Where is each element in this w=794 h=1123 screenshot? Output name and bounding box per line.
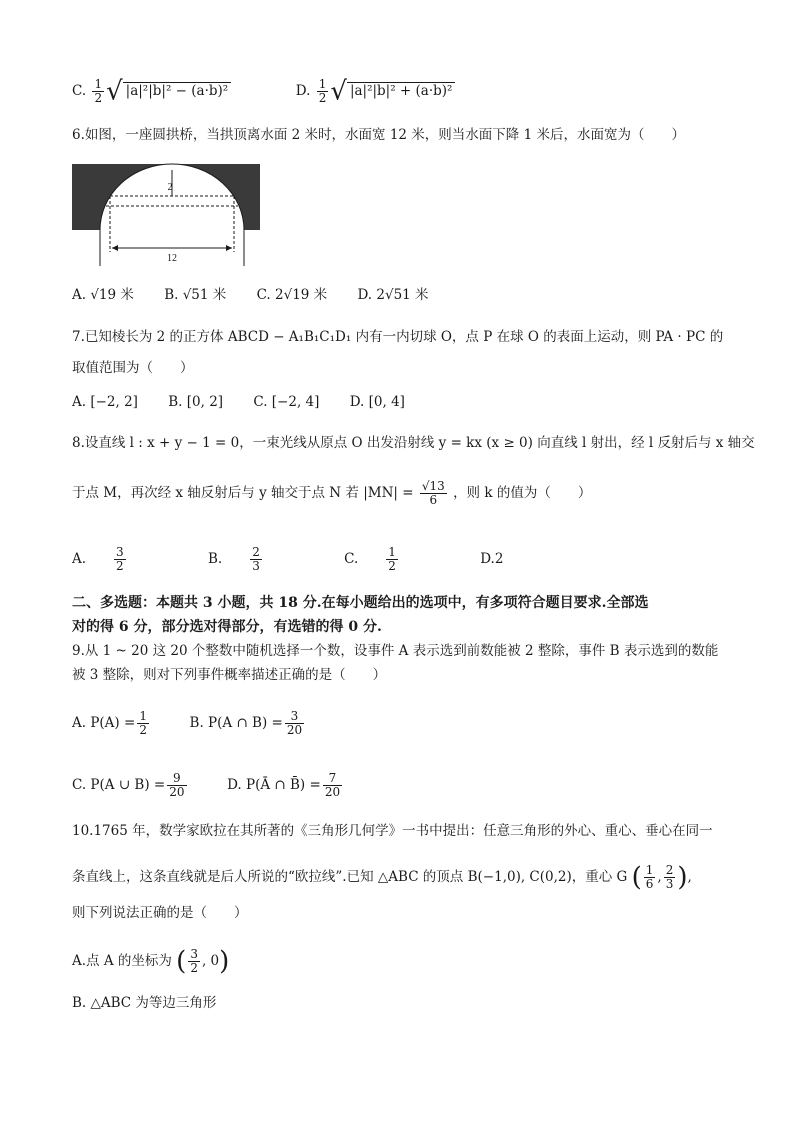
q8-stem-line2: 于点 M，再次经 x 轴反射后与 y 轴交于点 N 若 |MN| = $\frac{√13}{6}$ ，则 k 的值为（ ）	[72, 479, 592, 507]
q9-option-a: A. P(A) = $\frac{1}{2}$	[72, 709, 147, 737]
q10-option-b: B. △ABC 为等边三角形	[72, 995, 217, 1011]
q5-options	[72, 78, 734, 105]
q8-stem-line1: 8.设直线 l : x + y − 1 = 0，一束光线从原点 O 出发沿射线 y = kx (x ≥ 0) 向直线 l 射出，经 l 反射后与 x 轴交	[72, 435, 755, 451]
q7-option-b: B. [0, 2]	[168, 394, 224, 410]
q10-option-a: A.点 A 的坐标为 ( $\frac{3}{2}$ , 0)	[72, 946, 230, 977]
q5-d-half: $\frac{1}{2}$	[318, 77, 327, 105]
section2-heading-line2: 对的得 6 分，部分选对得部分，有选错的得 0 分.	[72, 619, 382, 635]
q9-stem-line2: 被 3 整除，则对下列事件概率描述正确的是（ ）	[72, 667, 387, 683]
q6-stem: 6.如图，一座圆拱桥，当拱顶离水面 2 米时，水面宽 12 米，则当水面下降 1 米后，水面宽为（ ）	[72, 127, 685, 143]
q9-options-cd	[72, 772, 734, 799]
q8-option-d: D.2	[480, 551, 504, 567]
q8-options	[72, 546, 734, 573]
section2-heading-line1: 二、多选题：本题共 3 小题，共 18 分.在每小题给出的选项中，有多项符合题目要求.全部选	[72, 595, 649, 611]
fig-label-2: 2	[167, 182, 173, 193]
q7-stem-line1: 7.已知棱长为 2 的正方体 ABCD − A₁B₁C₁D₁ 内有一内切球 O，点 P 在球 O 的表面上运动，则 PA · PC 的	[72, 329, 724, 345]
q7-option-d: D. [0, 4]	[349, 394, 405, 410]
q8-option-a: A. $\frac{3}{2}$	[72, 545, 124, 573]
q7-stem-line2: 取值范围为（ ）	[72, 360, 194, 376]
sqrt-icon: √	[106, 76, 123, 107]
q6-option-b: B. √51 米	[164, 287, 227, 303]
q7-option-a: A. [−2, 2]	[72, 394, 138, 410]
q8-option-b: B. $\frac{2}{3}$	[207, 545, 260, 573]
q9-options-ab	[72, 710, 734, 737]
fig-label-12: 12	[167, 253, 177, 264]
q9-option-d: D. P(Ā ∩ B̄) = $\frac{7}{20}$	[227, 771, 341, 799]
q10-stem-line3: 则下列说法正确的是（ ）	[72, 905, 248, 921]
q6-option-a: A. √19 米	[72, 287, 134, 303]
arch-bridge-figure	[72, 160, 262, 266]
q6-option-d: D. 2√51 米	[357, 287, 429, 303]
q7-option-c: C. [−2, 4]	[253, 394, 320, 410]
q8-mn-fraction: $\frac{√13}{6}$	[421, 479, 445, 507]
q6-options	[72, 284, 734, 306]
q9-option-b: B. P(A ∩ B) = $\frac{3}{20}$	[189, 709, 303, 737]
q10-stem-line1: 10.1765 年，数学家欧拉在其所著的《三角形几何学》一书中提出：任意三角形的外心、重心、垂心在同一	[72, 823, 713, 839]
q9-stem-line1: 9.从 1 ~ 20 这 20 个整数中随机选择一个数，设事件 A 表示选到前数能被 2 整除，事件 B 表示选到的数能	[72, 643, 719, 659]
q7-options	[72, 391, 734, 413]
q10-stem-line2: 条直线上，这条直线就是后人所说的“欧拉线”.已知 △ABC 的顶点 B(−1,0), C(0,2)，重心 G ( $\frac{1}{6}$ , $\frac{2}{3}$ ),	[72, 862, 692, 893]
q5-c-half: $\frac{1}{2}$	[94, 77, 103, 105]
q5-option-d: D. $\frac{1}{2}$ √ |a|²|b|² + (a·b)²	[296, 83, 456, 99]
sqrt-icon: √	[330, 76, 347, 107]
q5-option-c: C. $\frac{1}{2}$ √ |a|²|b|² − (a·b)²	[72, 83, 235, 99]
q9-option-c: C. P(A ∪ B) = $\frac{9}{20}$	[72, 771, 185, 799]
q6-option-c: C. 2√19 米	[256, 287, 328, 303]
q8-option-c: C. $\frac{1}{2}$	[344, 545, 396, 573]
